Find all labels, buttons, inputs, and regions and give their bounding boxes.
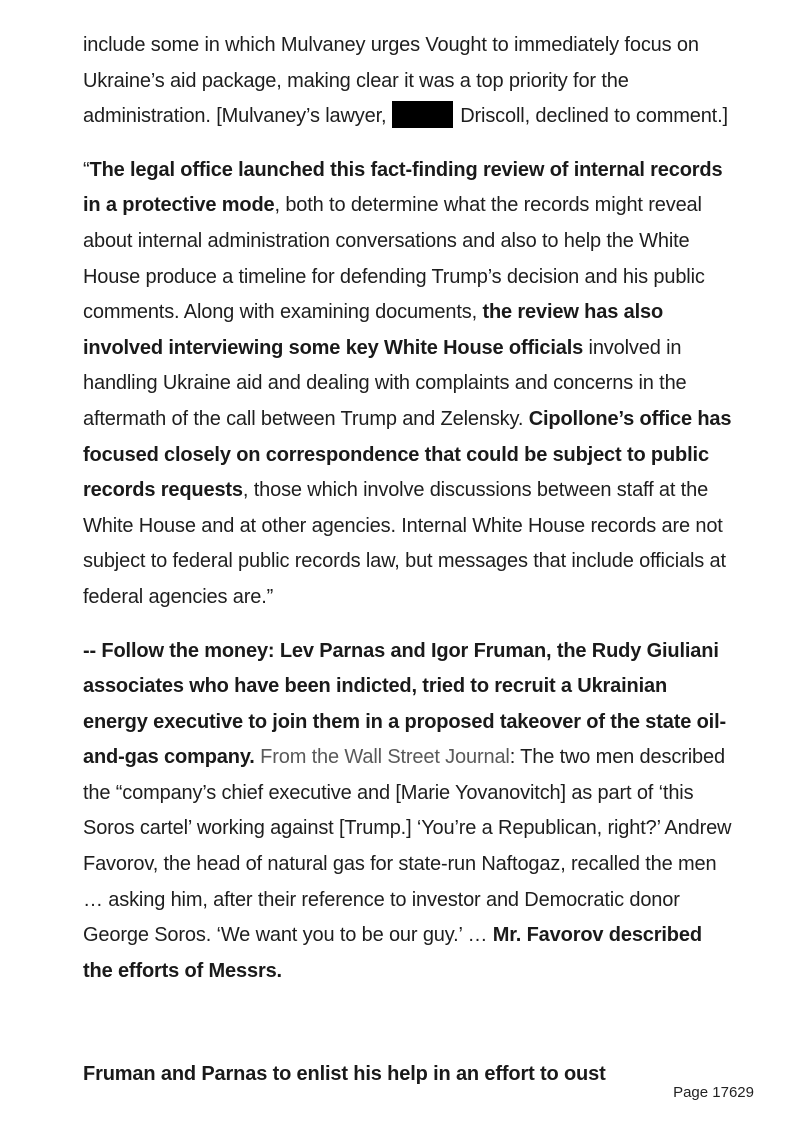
bold-run: Cipollone’s office has focused closely on correspondence that could be subject to public records requests [83, 407, 732, 502]
cutoff-line: Fruman and Parnas to enlist his help in an effort to oust [83, 1063, 606, 1085]
paragraph-follow-the-money [83, 634, 733, 990]
paragraph-legal-office [83, 153, 733, 616]
text-run: include some in which Mulvaney urges Vought to immediately focus on Ukraine’s aid package, making clear it was a top priority for the administration. [Mulvaney’s lawyer, [83, 34, 699, 128]
page-number: Page 17629 [673, 1084, 754, 1101]
bold-run: Mr. Favorov described the efforts of Messrs. [83, 924, 702, 982]
bold-run: the review has also involved interviewing some key White House officials [83, 301, 664, 359]
text-run: , both to determine what the records might reveal about internal administration conversations and also to help the White House produce a timeline for defending Trump’s decision and his public comments. Along with examining documents, [83, 194, 705, 324]
paragraph-mulvaney [83, 28, 733, 135]
text-run: , those which involve discussions between staff at the White House and at other agencies. Internal White House records are not subject to federal public records law, but messages that include officials at federal agencies are.” [83, 479, 726, 608]
text-run: : The two men described the “company’s chief executive and [Marie Yovanovitch] as part of ‘this Soros cartel’ working against [Trump.] ‘You’re a Republican, right?’ Andrew Favorov, the head of natural gas for state-run Naftogaz, recalled the men … asking him, after their reference to investor and Democratic donor George Soros. ‘We want you to be our guy.’ … [83, 746, 732, 947]
text-run: involved in handling Ukraine aid and dealing with complaints and concerns in the aftermath of the call between Trump and Zelensky. [83, 336, 687, 430]
wsj-source-link[interactable]: From the Wall Street Journal [260, 746, 510, 769]
document-body [83, 28, 733, 1007]
bold-run: -- Follow the money: Lev Parnas and Igor Fruman, the Rudy Giuliani associates who have been indicted, tried to recruit a Ukrainian energy executive to join them in a proposed takeover of the state oil-and-gas company. [83, 639, 726, 769]
bold-run: The legal office launched this fact-finding review of internal records in a protective mode [83, 158, 723, 217]
text-run: Driscoll, declined to comment.] [454, 105, 728, 128]
text-run: “ [83, 158, 90, 181]
redaction-box [392, 101, 453, 128]
